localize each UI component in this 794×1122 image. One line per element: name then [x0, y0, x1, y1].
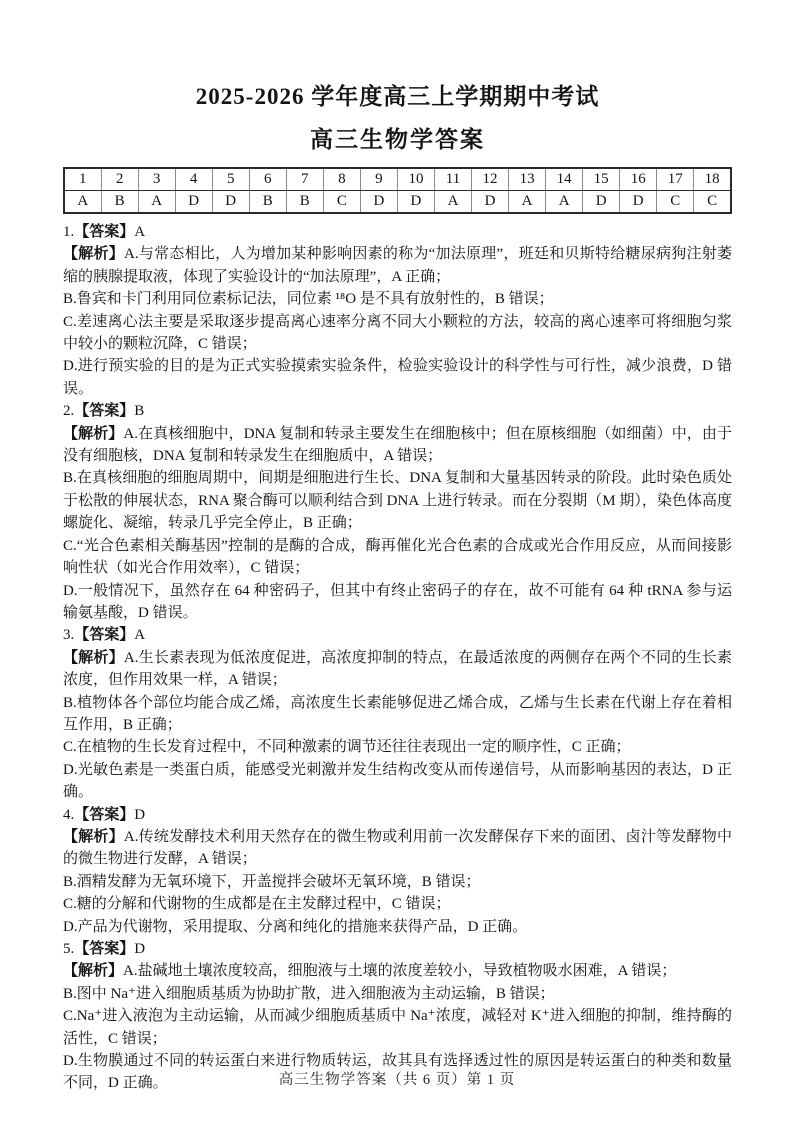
page-subtitle: 高三生物学答案: [310, 127, 485, 152]
answer-marker: 【答案】: [74, 806, 135, 823]
analysis-paragraph: [63, 960, 732, 982]
answer-marker: 【答案】: [74, 941, 135, 957]
answer-marker: 【答案】: [74, 403, 135, 420]
answer-line: [63, 221, 732, 243]
answer-cell: D: [472, 191, 509, 214]
option-b-paragraph: B.植物体各个部位均能合成乙烯，高浓度生长素能够促进乙烯合成，乙烯与生长素在代谢上存在着相互作用，B 正确；: [63, 694, 732, 733]
question-number-cell: 7: [286, 168, 323, 191]
option-b-paragraph: B.在真核细胞的细胞周期中，间期是细胞进行生长、DNA 复制和大量基因转录的阶段。此时染色质处于松散的伸展状态，RNA 聚合酶可以顺利结合到 DNA 上进行转录。而在分裂期（M 期），染色体高度螺旋化、凝缩，转录几乎完全停止，B 正确；: [63, 470, 732, 532]
answer-cell: A: [434, 191, 471, 214]
analysis-text: A.生长素表现为低浓度促进，高浓度抑制的特点，在最适浓度的两侧存在两个不同的生长素浓度，但作用效果一样，A 错误；: [63, 649, 732, 689]
option-c-paragraph: C.在植物的生长发育过程中，不同种激素的调节还往往表现出一定的顺序性，C 正确；: [63, 739, 631, 756]
question-number-cell: 13: [509, 168, 546, 191]
explanations: [63, 221, 732, 1095]
analysis-text: A.盐碱地土壤浓度较高，细胞液与土壤的浓度差较小，导致植物吸水困难，A 错误；: [123, 963, 677, 980]
question-4-block: [63, 804, 732, 938]
option-c-paragraph: C.Na⁺进入液泡为主动运输，从而减少细胞质基质中 Na⁺浓度，减轻对 K⁺进入细胞的抑制，维持酶的活性，C 错误；: [63, 1008, 732, 1047]
question-number: 1.: [63, 224, 75, 240]
analysis-paragraph: [63, 647, 732, 692]
answer-cell: A: [509, 191, 546, 214]
question-number-cell: 15: [583, 168, 620, 191]
question-number-cell: 14: [546, 168, 583, 191]
analysis-marker: 【解析】: [63, 649, 124, 666]
option-d-paragraph: D.产品为代谢物，采用提取、分离和纯化的措施来获得产品，D 正确。: [63, 918, 528, 935]
answer-cell: C: [323, 191, 360, 214]
answer-value: A: [134, 224, 146, 240]
answer-marker: 【答案】: [74, 224, 135, 240]
page-title: 2025-2026 学年度高三上学期期中考试: [195, 84, 600, 109]
answer-cell: B: [249, 191, 286, 214]
analysis-marker: 【解析】: [63, 246, 125, 263]
answer-cell: A: [138, 191, 175, 214]
answer-row: [64, 191, 731, 214]
answer-line: [63, 804, 732, 826]
option-d-paragraph: D.进行预实验的目的是为正式实验摸索实验条件，检验实验设计的科学性与可行性，减少浪费，D 错误。: [63, 358, 732, 397]
answer-marker: 【答案】: [74, 627, 135, 644]
option-b-paragraph: B.鲁宾和卡门利用同位素标记法，同位素 ¹⁸O 是不具有放射性的，B 错误；: [63, 291, 554, 308]
answer-cell: D: [212, 191, 249, 214]
option-c-paragraph: C.差速离心法主要是采取逐步提高离心速率分离不同大小颗粒的方法，较高的离心速率可将细胞匀浆中较小的颗粒沉降，C 错误；: [63, 313, 732, 353]
answer-value: A: [134, 627, 146, 644]
question-number-cell: 16: [620, 168, 657, 191]
answer-line: [63, 938, 732, 960]
question-1-block: [63, 221, 732, 400]
option-b-paragraph: B.图中 Na⁺进入细胞质基质为协助扩散，进入细胞液为主动运输，B 错误；: [63, 985, 555, 1002]
answer-cell: A: [546, 191, 583, 214]
option-d-paragraph: D.光敏色素是一类蛋白质，能感受光刺激并发生结构改变从而传递信号，从而影响基因的表达，D 正确。: [63, 761, 732, 801]
analysis-marker: 【解析】: [63, 828, 124, 845]
answer-value: D: [134, 806, 146, 823]
analysis-paragraph: [63, 243, 732, 288]
question-number-cell: 11: [434, 168, 471, 191]
question-2-block: [63, 400, 732, 624]
question-number-cell: 18: [694, 168, 731, 191]
question-number-cell: 17: [657, 168, 694, 191]
answer-cell: D: [583, 191, 620, 214]
analysis-text: A.在真核细胞中，DNA 复制和转录主要发生在细胞核中；但在原核细胞（如细菌）中，由于没有细胞核，DNA 复制和转录发生在细胞质中，A 错误；: [63, 425, 732, 465]
answer-cell: D: [620, 191, 657, 214]
question-number-cell: 3: [138, 168, 175, 191]
question-3-block: [63, 624, 732, 803]
answer-key-table: [63, 167, 732, 214]
question-number-cell: 5: [212, 168, 249, 191]
question-number: 2.: [63, 403, 75, 420]
analysis-paragraph: [63, 423, 732, 468]
question-number: 5.: [63, 941, 75, 957]
option-b-paragraph: B.酒精发酵为无氧环境下，开盖搅拌会破坏无氧环境，B 错误；: [63, 873, 481, 890]
answer-cell: C: [694, 191, 731, 214]
question-number-cell: 6: [249, 168, 286, 191]
answer-value: D: [134, 941, 146, 957]
question-number-cell: 12: [472, 168, 509, 191]
analysis-text: A.与常态相比，人为增加某种影响因素的称为“加法原理”，班廷和贝斯特给糖尿病狗注射萎缩的胰腺提取液，体现了实验设计的“加法原理”，A 正确；: [63, 246, 732, 285]
answer-cell: D: [175, 191, 212, 214]
option-c-paragraph: C.糖的分解和代谢物的生成都是在主发酵过程中，C 错误；: [63, 896, 451, 913]
answer-cell: B: [101, 191, 138, 214]
answer-cell: D: [397, 191, 434, 214]
question-number: 4.: [63, 806, 75, 823]
question-number-cell: 8: [323, 168, 360, 191]
option-c-paragraph: C.“光合色素相关酶基因”控制的是酶的合成，酶再催化光合色素的合成或光合作用反应，从而间接影响性状（如光合作用效率），C 错误；: [63, 537, 732, 577]
answer-cell: B: [286, 191, 323, 214]
question-number-cell: 2: [101, 168, 138, 191]
analysis-marker: 【解析】: [63, 425, 124, 442]
page-footer: 高三生物学答案（共 6 页）第 1 页: [278, 1072, 516, 1088]
answer-value: B: [134, 403, 145, 420]
question-number-cell: 1: [64, 168, 101, 191]
analysis-paragraph: [63, 826, 732, 871]
question-number-row: [64, 168, 731, 191]
analysis-text: A.传统发酵技术利用天然存在的微生物或利用前一次发酵保存下来的面团、卤汁等发酵物中的微生物进行发酵，A 错误；: [63, 828, 732, 868]
question-number: 3.: [63, 627, 75, 644]
answer-line: [63, 624, 732, 646]
analysis-marker: 【解析】: [63, 963, 124, 980]
answer-cell: C: [657, 191, 694, 214]
answer-cell: D: [360, 191, 397, 214]
question-number-cell: 9: [360, 168, 397, 191]
answer-cell: A: [64, 191, 101, 214]
option-d-paragraph: D.生物膜通过不同的转运蛋白来进行物质转运，故其具有选择透过性的原因是转运蛋白的种类和数量不同，D 正确。: [63, 1053, 732, 1092]
question-number-cell: 4: [175, 168, 212, 191]
question-number-cell: 10: [397, 168, 434, 191]
answer-line: [63, 400, 732, 422]
option-d-paragraph: D.一般情况下，虽然存在 64 种密码子，但其中有终止密码子的存在，故不可能有 64 种 tRNA 参与运输氨基酸，D 错误。: [63, 582, 732, 621]
